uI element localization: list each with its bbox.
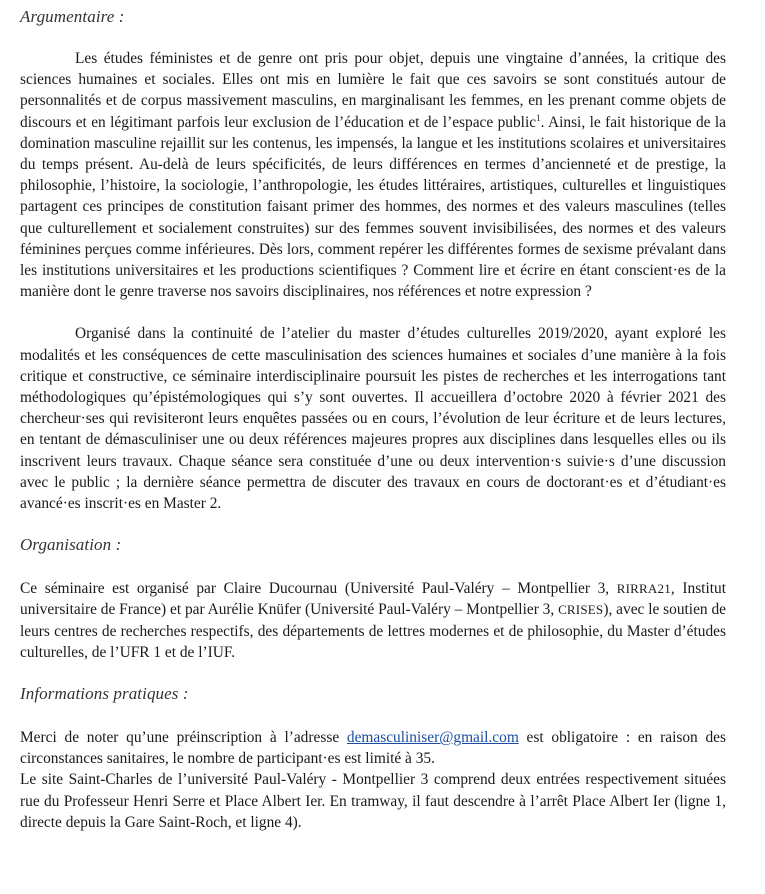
paragraph-text: , Institut universitaire de France) et par Aurélie Knüfer (Université Paul-Valéry – Montpellier 3, bbox=[20, 580, 726, 619]
paragraph-organisation bbox=[20, 578, 726, 663]
paragraph-argumentaire-2: Organisé dans la continuité de l’atelier du master d’études culturelles 2019/2020, ayant exploré les modalités et les conséquences de cette masculinisation des sciences humaines et sociales d’une manière à la fois critique et constructive, ce séminaire interdisciplinaire poursuit les pistes de recherches et les interrogations tant méthodologiques qu’épistémologiques qui s’y sont ouvertes. Il accueillera d’octobre 2020 à février 2021 des chercheur·ses qui revisiteront leurs enquêtes passées ou en cours, l’évolution de leur écriture et de leurs lectures, en tentant de démasculiniser une ou deux références majeures propres aux disciplines dans lesquelles elles ou ils inscrivent leurs travaux. Chaque séance sera constituée d’une ou deux intervention·s suivie·s d’une discussion avec le public ; la dernière séance permettra de discuter des travaux en cours de doctorant·es et d’étudiant·es avancé·es inscrit·es en Master 2. bbox=[20, 325, 726, 513]
paragraph-site-access: Le site Saint-Charles de l’université Paul-Valéry - Montpellier 3 comprend deux entrées respectivement situées rue du Professeur Henri Serre et Place Albert Ier. En tramway, il faut descendre à l’arrêt Place Albert Ier (ligne 1, directe depuis la Gare Saint-Roch, et ligne 4). bbox=[20, 771, 726, 831]
paragraph-text: Les études féministes et de genre ont pris pour objet, depuis une vingtaine d’années, la critique des sciences humaines et sociales. Elles ont mis en lumière le fait que ces savoirs se sont constitués autour de personnalités et de corpus massivement masculins, en marginalisant les femmes, en les prenant comme objets de discours et en légitimant parfois leur exclusion de l’éducation et de l’espace public bbox=[20, 50, 726, 131]
paragraph-text: Merci de noter qu’une préinscription à l’adresse bbox=[20, 729, 347, 747]
lab-name-rirra21: RIRRA21 bbox=[616, 581, 671, 597]
heading-argumentaire: Argumentaire : bbox=[20, 7, 125, 26]
paragraph-text: ), avec le soutien de leurs centres de recherches respectifs, des départements de lettres modernes et de philosophie, du Master d’études culturelles, de l’UFR 1 et de l’IUF. bbox=[20, 601, 726, 661]
email-link[interactable]: demasculiniser@gmail.com bbox=[346, 729, 519, 747]
paragraph-preinscription bbox=[20, 727, 726, 769]
lab-name-crises: CRISES bbox=[558, 602, 604, 618]
paragraph-text: est obligatoire : en raison des circonstances sanitaires, le nombre de participant·es est limité à 35. bbox=[20, 729, 726, 768]
paragraph-text: . Ainsi, le fait historique de la domination masculine rejaillit sur les contenus, les impensés, la langue et les institutions scolaires et universitaires du temps présent. Au-delà de leurs spécificités, de leurs différences en termes d’ancienneté et de prestige, la philosophie, l’histoire, la sociologie, l’anthropologie, les études littéraires, artistiques, culturelles et linguistiques partagent ces principes de constitution faisant primer des hommes, des normes et des valeurs masculines (telles que culturellement et socialement construites) sur des femmes souvent invisibilisées, des normes et des valeurs féminines perçues comme inférieures. Dès lors, comment repérer les différentes formes de sexisme prévalant dans les institutions universitaires et les productions scientifiques ? Comment lire et écrire en étant conscient·es de la manière dont le genre traverse nos savoirs disciplinaires, nos références et notre expression ? bbox=[20, 113, 726, 301]
heading-informations-pratiques: Informations pratiques : bbox=[20, 684, 189, 704]
footnote-marker[interactable]: 1 bbox=[536, 112, 541, 123]
heading-organisation: Organisation : bbox=[20, 535, 122, 555]
paragraph-text: Ce séminaire est organisé par Claire Ducournau (Université Paul-Valéry – Montpellier 3, bbox=[20, 580, 617, 598]
paragraph-argumentaire-1 bbox=[20, 48, 726, 302]
document-page bbox=[20, 6, 726, 833]
